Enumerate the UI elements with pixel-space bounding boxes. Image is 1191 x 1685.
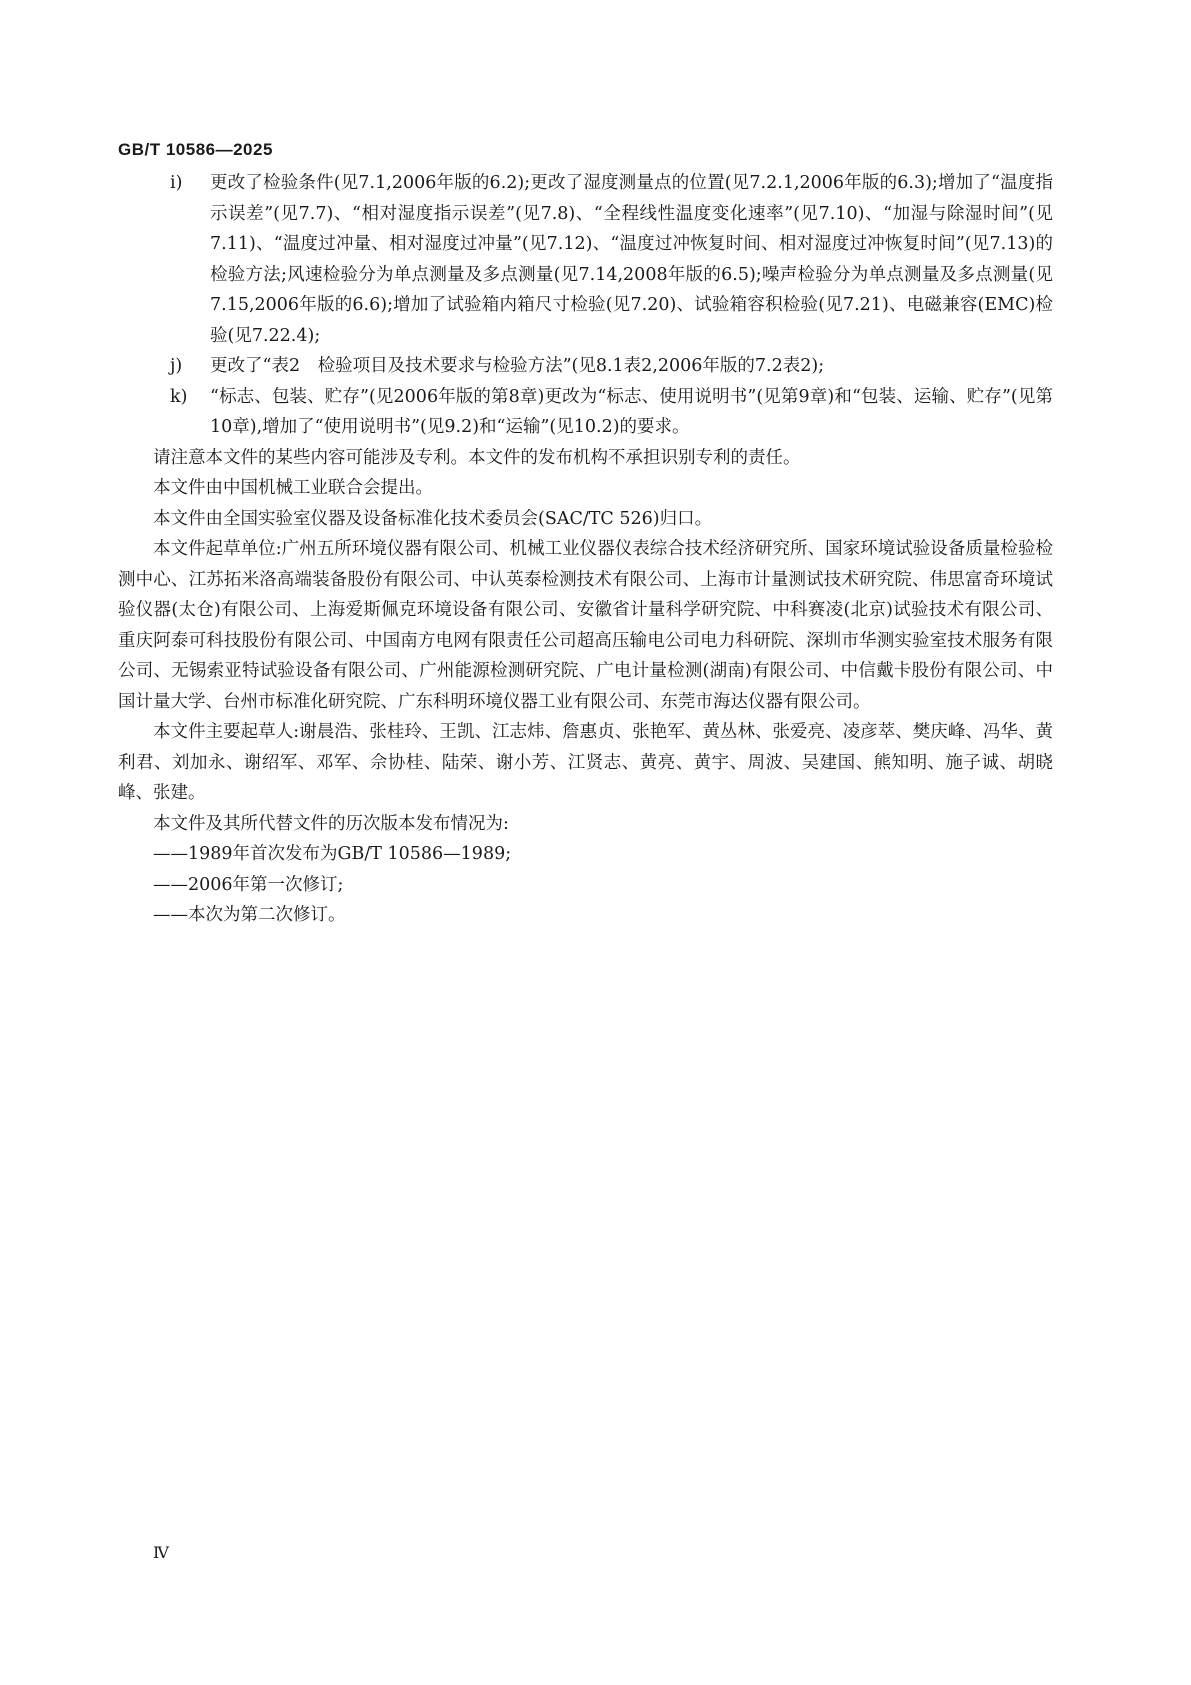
list-marker: j) [170,356,183,376]
main-drafters: 本文件主要起草人:谢晨浩、张桂玲、王凯、江志炜、詹惠贞、张艳军、黄丛林、张爱亮、凌彦萃、樊庆峰、冯华、黄利君、刘加永、谢绍军、邓军、佘协桂、陆荣、谢小芳、江贤志、黄亮、黄宇、周波、吴建国、熊知明、施子诚、胡晓峰、张建。 [118,722,1053,803]
page-number: Ⅳ [153,1543,169,1562]
change-item-i [170,168,1053,351]
centralized-statement: 本文件由全国实验室仪器及设备标准化技术委员会(SAC/TC 526)归口。 [153,508,713,529]
list-item-text: 更改了检验条件(见7.1,2006年版的6.2);更改了湿度测量点的位置(见7.2.1,2006年版的6.3);增加了“温度指示误差”(见7.7)、“相对湿度指示误差”(见7.8)、“全程线性温度变化速率”(见7.10)、“加湿与除湿时间”(见7.11)、“温度过冲量、相对湿度过冲量”(见7.12)、“温度过冲恢复时间、相对湿度过冲恢复时间”(见7.13)的检验方法;风速检验分为单点测量及多点测量(见7.14,2008年版的6.5);噪声检验分为单点测量及多点测量(见7.15,2006年版的6.6);增加了试验箱内箱尺寸检验(见7.20)、试验箱容积检验(见7.21)、电磁兼容(EMC)检验(见7.22.4); [210,173,1053,346]
change-item-j [170,351,1053,382]
version-history-item: ——2006年第一次修订; [153,874,344,895]
list-item-text: “标志、包装、贮存”(见2006年版的第8章)更改为“标志、使用说明书”(见第9章)和“包装、运输、贮存”(见第10章),增加了“使用说明书”(见9.2)和“运输”(见10.2)的要求。 [210,386,1053,437]
drafting-units: 本文件起草单位:广州五所环境仪器有限公司、机械工业仪器仪表综合技术经济研究所、国家环境试验设备质量检验检测中心、江苏拓米洛高端装备股份有限公司、中认英泰检测技术有限公司、上海市计量测试技术研究院、伟思富奇环境试验仪器(太仓)有限公司、上海爱斯佩克环境设备有限公司、安徽省计量科学研究院、中科赛凌(北京)试验技术有限公司、重庆阿泰可科技股份有限公司、中国南方电网有限责任公司超高压输电公司电力科研院、深圳市华测实验室技术服务有限公司、无锡索亚特试验设备有限公司、广州能源检测研究院、广电计量检测(湖南)有限公司、中信戴卡股份有限公司、中国计量大学、台州市标准化研究院、广东科明环境仪器工业有限公司、东莞市海达仪器有限公司。 [118,539,1053,712]
document-code-header: GB/T 10586—2025 [118,140,273,159]
foreword-body [118,168,1053,931]
change-item-k [170,382,1053,443]
patent-notice: 请注意本文件的某些内容可能涉及专利。本文件的发布机构不承担识别专利的责任。 [153,447,801,468]
list-marker: k) [170,386,188,407]
version-history-item: ——1989年首次发布为GB/T 10586—1989; [153,844,512,864]
version-history-item: ——本次为第二次修订。 [153,905,346,925]
list-item-text: 更改了“表2 检验项目及技术要求与检验方法”(见8.1表2,2006年版的7.2表2); [210,356,825,376]
proposer-statement: 本文件由中国机械工业联合会提出。 [153,478,433,498]
list-marker: i) [170,173,183,193]
version-history-intro: 本文件及其所代替文件的历次版本发布情况为: [153,813,509,834]
